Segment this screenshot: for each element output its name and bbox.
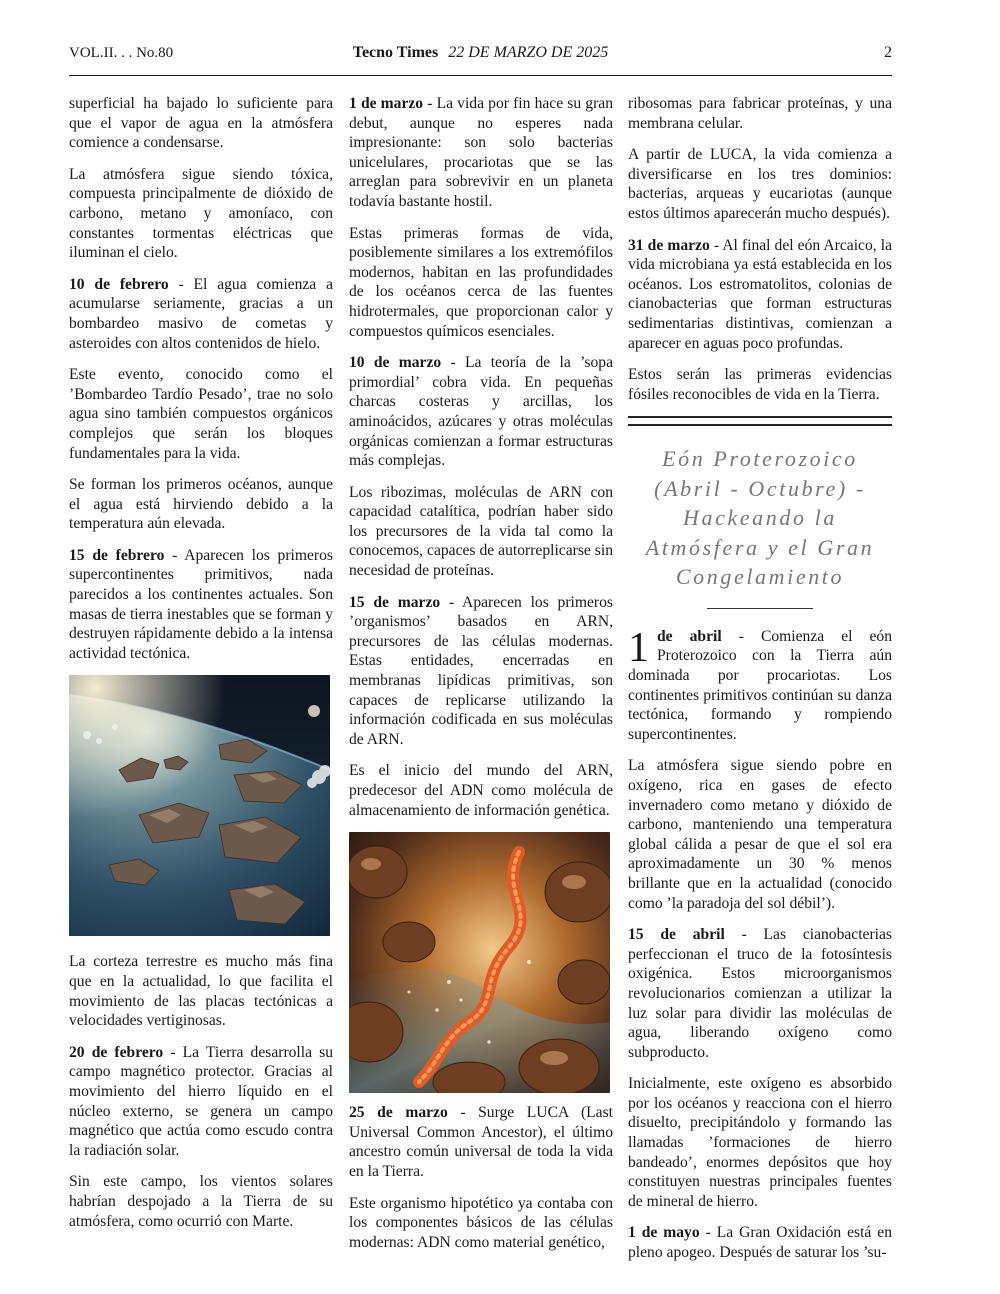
section-short-rule <box>707 608 813 609</box>
early-earth-continents-image <box>69 675 330 936</box>
paragraph: Es el inicio del mundo del ARN, predecesor del ADN como molécula de almacenamiento de información genética. <box>349 762 613 819</box>
paragraph: 10 de marzo - La teoría de la ’sopa primordial’ cobra vida. En pequeñas charcas costeras y arcillas, los aminoácidos, azúcares y otras moléculas orgánicas comienzan a formar estructuras más complejas. <box>349 354 613 470</box>
issue-date: 22 DE MARZO DE 2025 <box>448 44 609 61</box>
entry-date: 1 de mayo <box>628 1224 700 1242</box>
entry-date: 31 de marzo <box>628 236 710 254</box>
paragraph: 10 de febrero - El agua comienza a acumularse seriamente, gracias a un bombardeo masivo de cometas y asteroides con altos contenidos de hielo. <box>69 275 333 352</box>
paragraph: Estas primeras formas de vida, posiblemente similares a los extremófilos modernos, habitan en las profundidades de los océanos cerca de las fuentes hidrotermales, que proporcionan calor y compuestos químicos esenciales. <box>349 224 613 340</box>
paragraph: 31 de marzo - Al final del eón Arcaico, la vida microbiana ya está establecida en los océanos. Los estromatolitos, colonias de cianobacterias que forman estructuras sedimentarias distintivas, comienzan a aparecer en aguas poco profundas. <box>628 236 892 352</box>
newspaper-title: Tecno Times <box>352 44 439 61</box>
paragraph: La atmósfera sigue siendo tóxica, compuesta principalmente de dióxido de carbono, metano y amoníaco, con constantes tormentas eléctricas que iluminan el cielo. <box>69 165 333 262</box>
entry-date: 25 de marzo <box>349 1104 448 1122</box>
volume-label: VOL.II. . . No.80 <box>69 45 174 61</box>
paragraph: superficial ha bajado lo suficiente para que el vapor de agua en la atmósfera comience a condensarse. <box>69 95 333 152</box>
entry-date: 15 de febrero <box>69 546 165 564</box>
entry-date: de abril <box>657 627 722 645</box>
paragraph: 1 de mayo - La Gran Oxidación está en pleno apogeo. Después de saturar los ’su- <box>628 1224 892 1262</box>
paragraph: Sin este campo, los vientos solares habrían despojado a la Tierra de su atmósfera, como ocurrió con Marte. <box>69 1173 333 1230</box>
paragraph: 25 de marzo - Surge LUCA (Last Universal Common Ancestor), el último ancestro común universal de toda la vida en la Tierra. <box>349 1104 613 1180</box>
paragraph: A partir de LUCA, la vida comienza a diversificarse en los tres dominios: bacterias, arqueas y eucariotas (aunque estos últimos aparecerán mucho después). <box>628 146 892 222</box>
paragraph: La atmósfera sigue siendo pobre en oxígeno, rica en gases de efecto invernadero como metano y dióxido de carbono, manteniendo una temperatura global cálida a pesar de que el sol era aproximadamente un 30 % menos brillante que en la actualidad (conocido como ’la paradoja del sol débil’). <box>628 757 892 912</box>
paragraph: Este evento, conocido como el ’Bombardeo Tardío Pesado’, trae no solo agua sino también compuestos orgánicos complejos que serán los bloques fundamentales para la vida. <box>69 366 333 462</box>
entry-date: 20 de febrero <box>69 1043 164 1061</box>
paragraph: Estos serán las primeras evidencias fósiles reconocibles de vida en la Tierra. <box>628 366 892 403</box>
page-number: 2 <box>884 44 892 61</box>
paragraph: 15 de febrero - Aparecen los primeros supercontinentes primitivos, nada parecidos a los continentes actuales. Son masas de tierra inestables que se forman y destruyen rápidamente debido a la intensa actividad tectónica. <box>69 546 333 662</box>
paragraph: Este organismo hipotético ya contaba con los componentes básicos de las células modernas: ADN como material genético, <box>349 1194 613 1251</box>
drop-cap: 1 <box>628 624 649 671</box>
section-double-rule <box>628 416 892 426</box>
entry-date: 1 de marzo <box>349 95 424 112</box>
header-rule <box>69 75 892 76</box>
entry-date: 15 de marzo <box>349 593 441 611</box>
paragraph: 1 de marzo - La vida por fin hace su gran debut, aunque no esperes nada impresionante: son solo bacterias unicelulares, procariotas que se las arreglan para sobrevivir en un planeta todavía bastante hostil. <box>349 95 613 210</box>
page-header <box>69 40 892 66</box>
paragraph: 1 de abril - Comienza el eón Proterozoico con la Tierra aún dominada por procariotas. Los continentes primitivos continúan su danza tectónica, formando y rompiendo supercontinentes. <box>628 624 892 743</box>
rna-strand-image <box>349 832 610 1093</box>
column-2 <box>349 94 613 1264</box>
paragraph: ribosomas para fabricar proteínas, y una membrana celular. <box>628 95 892 132</box>
paragraph: 15 de marzo - Aparecen los primeros ’organismos’ basados en ARN, precursores de las células modernas. Estas entidades, encerradas en membranas lipídicas primitivas, son capaces de replicarse utilizando la información codificada en sus moléculas de ARN. <box>349 593 613 748</box>
paragraph: Los ribozimas, moléculas de ARN con capacidad catalítica, podrían haber sido los precursores de la vida tal como la conocemos, capaces de autorreplicarse sin necesidad de proteínas. <box>349 483 613 580</box>
column-1 <box>69 94 333 1243</box>
entry-date: 10 de marzo <box>349 354 442 372</box>
masthead <box>69 40 892 66</box>
paragraph: Se forman los primeros océanos, aunque el agua está hirviendo debido a la temperatura aún elevada. <box>69 476 333 533</box>
entry-date: 15 de abril <box>628 926 725 944</box>
entry-date: 10 de febrero <box>69 275 169 293</box>
column-3 <box>628 94 892 1275</box>
section-heading: Eón Proterozoico (Abril - Octubre) - Hackeando la Atmósfera y el Gran Congelamiento <box>645 446 875 590</box>
paragraph: 15 de abril - Las cianobacterias perfeccionan el truco de la fotosíntesis oxigénica. Estos microorganismos revolucionarios comienzan a utilizar la luz solar para dividir las moléculas de agua, liberando oxígeno como subproducto. <box>628 926 892 1061</box>
paragraph: 20 de febrero - La Tierra desarrolla su campo magnético protector. Gracias al movimiento del hierro líquido en el núcleo externo, se genera un campo magnético que actúa como escudo contra la radiación solar. <box>69 1043 333 1159</box>
paragraph: Inicialmente, este oxígeno es absorbido por los océanos y reacciona con el hierro disuelto, precipitándolo y formando las llamadas ’formaciones de hierro bandeado’, enormes depósitos que hoy constituyen nuestras principales fuentes de mineral de hierro. <box>628 1075 892 1210</box>
paragraph: La corteza terrestre es mucho más fina que en la actualidad, lo que facilita el movimiento de las placas tectónicas a velocidades vertiginosas. <box>69 953 333 1030</box>
